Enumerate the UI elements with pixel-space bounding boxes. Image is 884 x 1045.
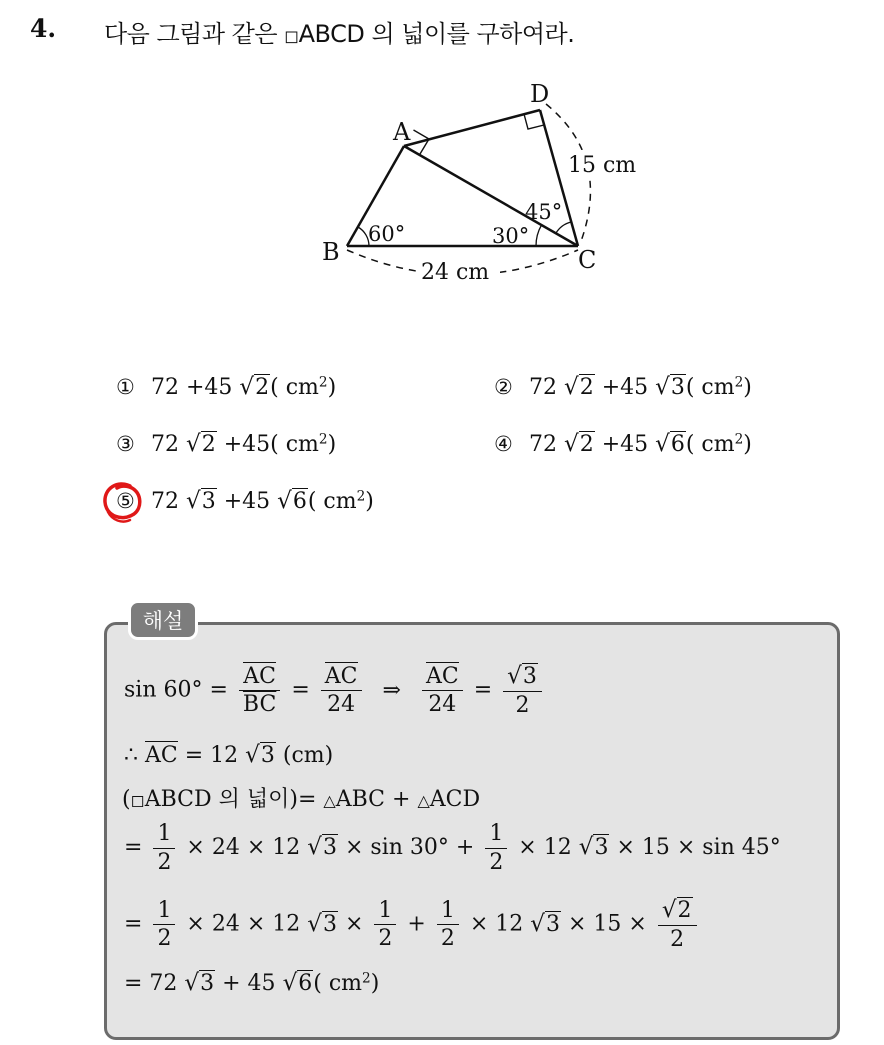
exponent: 2	[356, 488, 366, 505]
sqrt: √3	[655, 374, 685, 400]
solution-line-2: ∴ AC = 12 √3 (cm)	[124, 742, 334, 768]
exponent: 2	[318, 431, 328, 448]
choice-marker: ④	[494, 432, 513, 456]
choice-text: )	[365, 489, 374, 514]
choice-marker: ①	[116, 375, 135, 399]
sqrt: √2	[186, 431, 216, 457]
choice-text: )	[327, 432, 337, 457]
choice-marker: ⑤	[116, 489, 135, 513]
choice-text: )	[743, 375, 752, 400]
question-text-before: 다음 그림과 같은	[104, 20, 285, 48]
solution-line-4: = $\frac{1}{2}$ × 24 × 12 √3 × sin 30° + $\frac{1}{2}$ × 12 √3 × 15 × sin 45°	[124, 821, 781, 875]
sin60-text: sin 60° =	[124, 677, 228, 703]
sqrt: √2	[564, 374, 594, 400]
choice-text: +45	[594, 375, 656, 400]
choice-text: +45	[216, 489, 278, 514]
label-a: A	[393, 118, 411, 146]
choice-text: 72 +45	[151, 375, 240, 400]
length-bc-label: 24 cm	[421, 260, 490, 285]
answer-circle-mark	[100, 478, 146, 524]
sqrt: √6	[277, 488, 307, 514]
choice-text: +45( cm	[216, 432, 319, 457]
choice-marker: ③	[116, 432, 135, 456]
choice-text: ( cm	[307, 489, 357, 514]
sqrt: √3	[186, 488, 216, 514]
square-symbol: ◻	[284, 26, 299, 47]
label-d: D	[530, 80, 550, 108]
quadrilateral-figure	[300, 78, 660, 293]
choice-5[interactable]	[116, 488, 374, 514]
solution-line-5: = $\frac{1}{2}$ × 24 × 12 √3 × $\frac{1}{2}$ + $\frac{1}{2}$ × 12 √3 × 15 × $\frac{√2}{2}$	[124, 896, 701, 953]
exponent: 2	[734, 431, 744, 448]
exponent: 2	[318, 374, 328, 391]
choice-text: )	[743, 432, 752, 457]
choice-4[interactable]	[494, 431, 752, 457]
choice-text: 72	[529, 432, 564, 457]
choice-text: 72	[529, 375, 564, 400]
choice-1[interactable]	[116, 374, 336, 400]
angle-c-lower-label: 30°	[492, 224, 530, 248]
diagonal-ac	[404, 146, 578, 246]
label-c: C	[578, 246, 597, 274]
choice-text: 72	[151, 432, 186, 457]
angle-arc-c-lower	[536, 225, 542, 246]
solution-line-6: = 72 √3 + 45 √6( $cm^2$)	[124, 970, 380, 996]
sqrt: √2	[239, 374, 270, 400]
choice-text: )	[327, 375, 337, 400]
label-b: B	[322, 238, 340, 266]
choice-3[interactable]	[116, 431, 336, 457]
choice-text: ( cm	[270, 375, 319, 400]
solution-line-3: (◻ABCD 의 넓이)= △ABC + △ACD	[122, 787, 481, 812]
length-cd-label: 15 cm	[568, 153, 637, 178]
choice-2[interactable]	[494, 374, 752, 400]
question-text-after: ABCD 의 넓이를 구하여라.	[298, 20, 575, 48]
fraction-ac-bc: $\frac{AC}{BC}$	[239, 663, 280, 719]
exponent: 2	[734, 374, 744, 391]
choice-text: ( cm	[685, 432, 735, 457]
fraction-ac-24: $\frac{AC}{24}$	[321, 663, 362, 719]
angle-b-label: 60°	[368, 222, 406, 246]
angle-c-upper-label: 45°	[525, 200, 563, 224]
choice-text: 72	[151, 489, 186, 514]
question-number: 4.	[30, 14, 57, 43]
question-text	[104, 14, 574, 49]
fraction-ac-24b: $\frac{AC}{24}$	[422, 663, 463, 719]
sqrt: √6	[655, 431, 685, 457]
side-ad	[404, 110, 540, 146]
choice-text: +45	[594, 432, 656, 457]
solution-tag: 해설	[128, 600, 198, 640]
choice-text: ( cm	[685, 375, 735, 400]
sqrt: √2	[564, 431, 594, 457]
solution-line-1: sin 60° = $\frac{AC}{BC}$ = $\frac{AC}{24}$ ⇒ $\frac{AC}{24}$ = $\frac{√3}{2}$	[124, 662, 546, 719]
fraction-root3-2: $\frac{√3}{2}$	[503, 662, 542, 719]
choice-marker: ②	[494, 375, 513, 399]
